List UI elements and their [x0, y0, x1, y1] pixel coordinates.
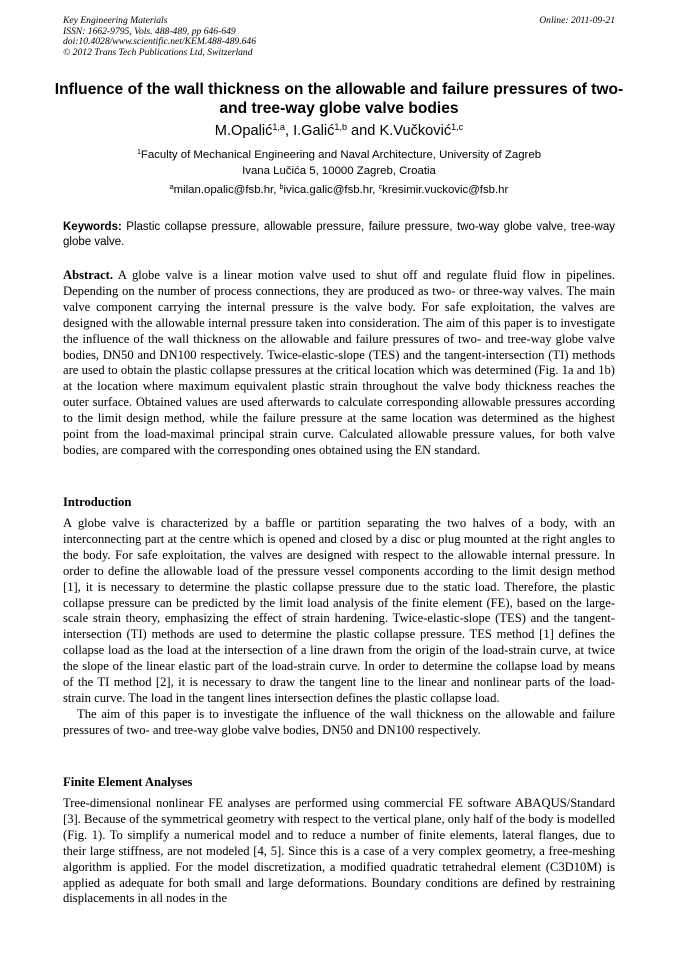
copyright-line: © 2012 Trans Tech Publications Ltd, Switzerland: [63, 46, 253, 58]
abstract-label: Abstract.: [63, 268, 114, 282]
paper-title: Influence of the wall thickness on the allowable and failure pressures of two- and tree-way globe valve bodies: [54, 81, 624, 117]
email-list: [40, 183, 638, 198]
affiliation-line-2: Ivana Lučića 5, 10000 Zagreb, Croatia: [242, 164, 436, 177]
author-affiliation-sup: 1,a: [272, 122, 285, 133]
online-date: Online: 2011-09-21: [539, 15, 615, 26]
author-list: [40, 122, 638, 140]
email-separator: ,: [372, 184, 379, 196]
introduction-section: [63, 516, 615, 739]
author-affiliation-sup: 1,b: [334, 122, 347, 133]
section-heading-fea: Finite Element Analyses: [63, 775, 193, 789]
email-sup: c: [378, 184, 383, 192]
email-address: milan.opalic@fsb.hr: [173, 184, 274, 196]
email-sup: a: [169, 184, 174, 192]
author-separator: and: [347, 123, 380, 139]
fea-section: [63, 796, 615, 907]
introduction-paragraph-1: A globe valve is characterized by a baffle or partition separating the two halves of a body, with an interconnecting part at the centre which is opened and closed by a disc or plug mounted at the right angles to the body. For safe exploitation, the valves are designed with respect to the allowable internal pressure. In order to define the allowable load of the pressure vessel components according to the limit design method [1], it is necessary to determine the plastic collapse pressure due to the static load. Therefore, the plastic collapse pressure can be predicted by the limit load analysis of the finite element (FE), based on the large-scale strain theory, emphasizing the effect of strain hardening. Twice-elastic-slope (TES) and the tangent-intersection (TI) methods are used to determine the plastic collapse pressure. TES method [1] defines the collapse load as the load at the intersection of a line drawn from the origin of the load-strain curve, at twice the slope of the linear elastic part of the load-strain curve. In order to determine the collapse load by means of the TI method [2], it is necessary to draw the tangent line to the linear and nonlinear parts of the load-strain curve. The load in the tangent lines intersection defines the plastic collapse load.: [63, 516, 615, 705]
keywords-label: Keywords:: [63, 221, 122, 233]
email-address: kresimir.vuckovic@fsb.hr: [382, 184, 509, 196]
affiliation-line-1: Faculty of Mechanical Engineering and Naval Architecture, University of Zagreb: [140, 149, 542, 161]
doi-line: doi:10.4028/www.scientific.net/KEM.488-489.646: [63, 36, 257, 48]
keywords-text: Plastic collapse pressure, allowable pressure, failure pressure, two-way globe valve, tree-way globe valve.: [63, 221, 615, 248]
introduction-paragraph-2: The aim of this paper is to investigate the influence of the wall thickness on the allowable and failure pressures of two- and tree-way globe valve bodies, DN50 and DN100 respectively.: [63, 706, 615, 737]
fea-paragraph-1: Tree-dimensional nonlinear FE analyses are performed using commercial FE software ABAQUS/Standard [3]. Because of the symmetrical geometry with respect to the vertical plane, only half of the body is modelled (Fig. 1). To simplify a numerical model and to reduce a number of finite elements, lateral flanges, due to their large stiffness, are not modeled [4, 5]. Since this is a case of a very complex geometry, a free-meshing algorithm is applied. For the model discretization, a modified quadratic tetrahedral element (C3D10M) is applied as adequate for both small and large deformations. Boundary conditions are defined by restraining displacements in all nodes in the: [63, 796, 615, 906]
author-name: M.Opalić: [214, 123, 273, 139]
author-name: K.Vučković: [379, 123, 452, 139]
author-name: I.Galić: [293, 123, 335, 139]
email-address: ivica.galic@fsb.hr: [283, 184, 373, 196]
journal-name: Key Engineering Materials: [63, 15, 168, 26]
journal-header: [63, 16, 615, 58]
email-separator: ,: [273, 184, 280, 196]
keywords: [63, 220, 615, 250]
abstract: [63, 268, 615, 459]
affiliation-sup: 1: [136, 149, 141, 157]
author-separator: ,: [284, 123, 294, 139]
section-heading-introduction: Introduction: [63, 495, 132, 509]
email-sup: b: [279, 184, 284, 192]
issn-line: ISSN: 1662-9795, Vols. 488-489, pp 646-649: [63, 25, 236, 37]
publication-info: [63, 16, 615, 58]
abstract-text: A globe valve is a linear motion valve used to shut off and regulate fluid flow in pipelines. Depending on the number of process connections, they are produced as two- or three-way valves. The main valve component carrying the internal pressure is the valve body. For safe exploitation, the valves are designed with the allowable internal pressure taken into consideration. The aim of this paper is to investigate the influence of the wall thickness on the allowable and failure pressures of two- and tree-way globe valve bodies, DN50 and DN100 respectively. Twice-elastic-slope (TES) and the tangent-intersection (TI) methods are used to obtain the plastic collapse pressures at the critical location which was determined (Fig. 1a and 1b) at the location where maximum equivalent plastic strain throughout the valve body thickness reaches the outer surface. Obtained values are used afterwards to calculate corresponding allowable pressures according to the limit design method, while the failure pressure at the same location was determined as the highest point from the load-maximal principal strain curve. Calculated allowable pressure values, for both valve bodies, are compared with the corresponding ones obtained using the EN standard.: [63, 268, 615, 457]
affiliation: [40, 148, 638, 179]
author-affiliation-sup: 1,c: [451, 122, 464, 133]
